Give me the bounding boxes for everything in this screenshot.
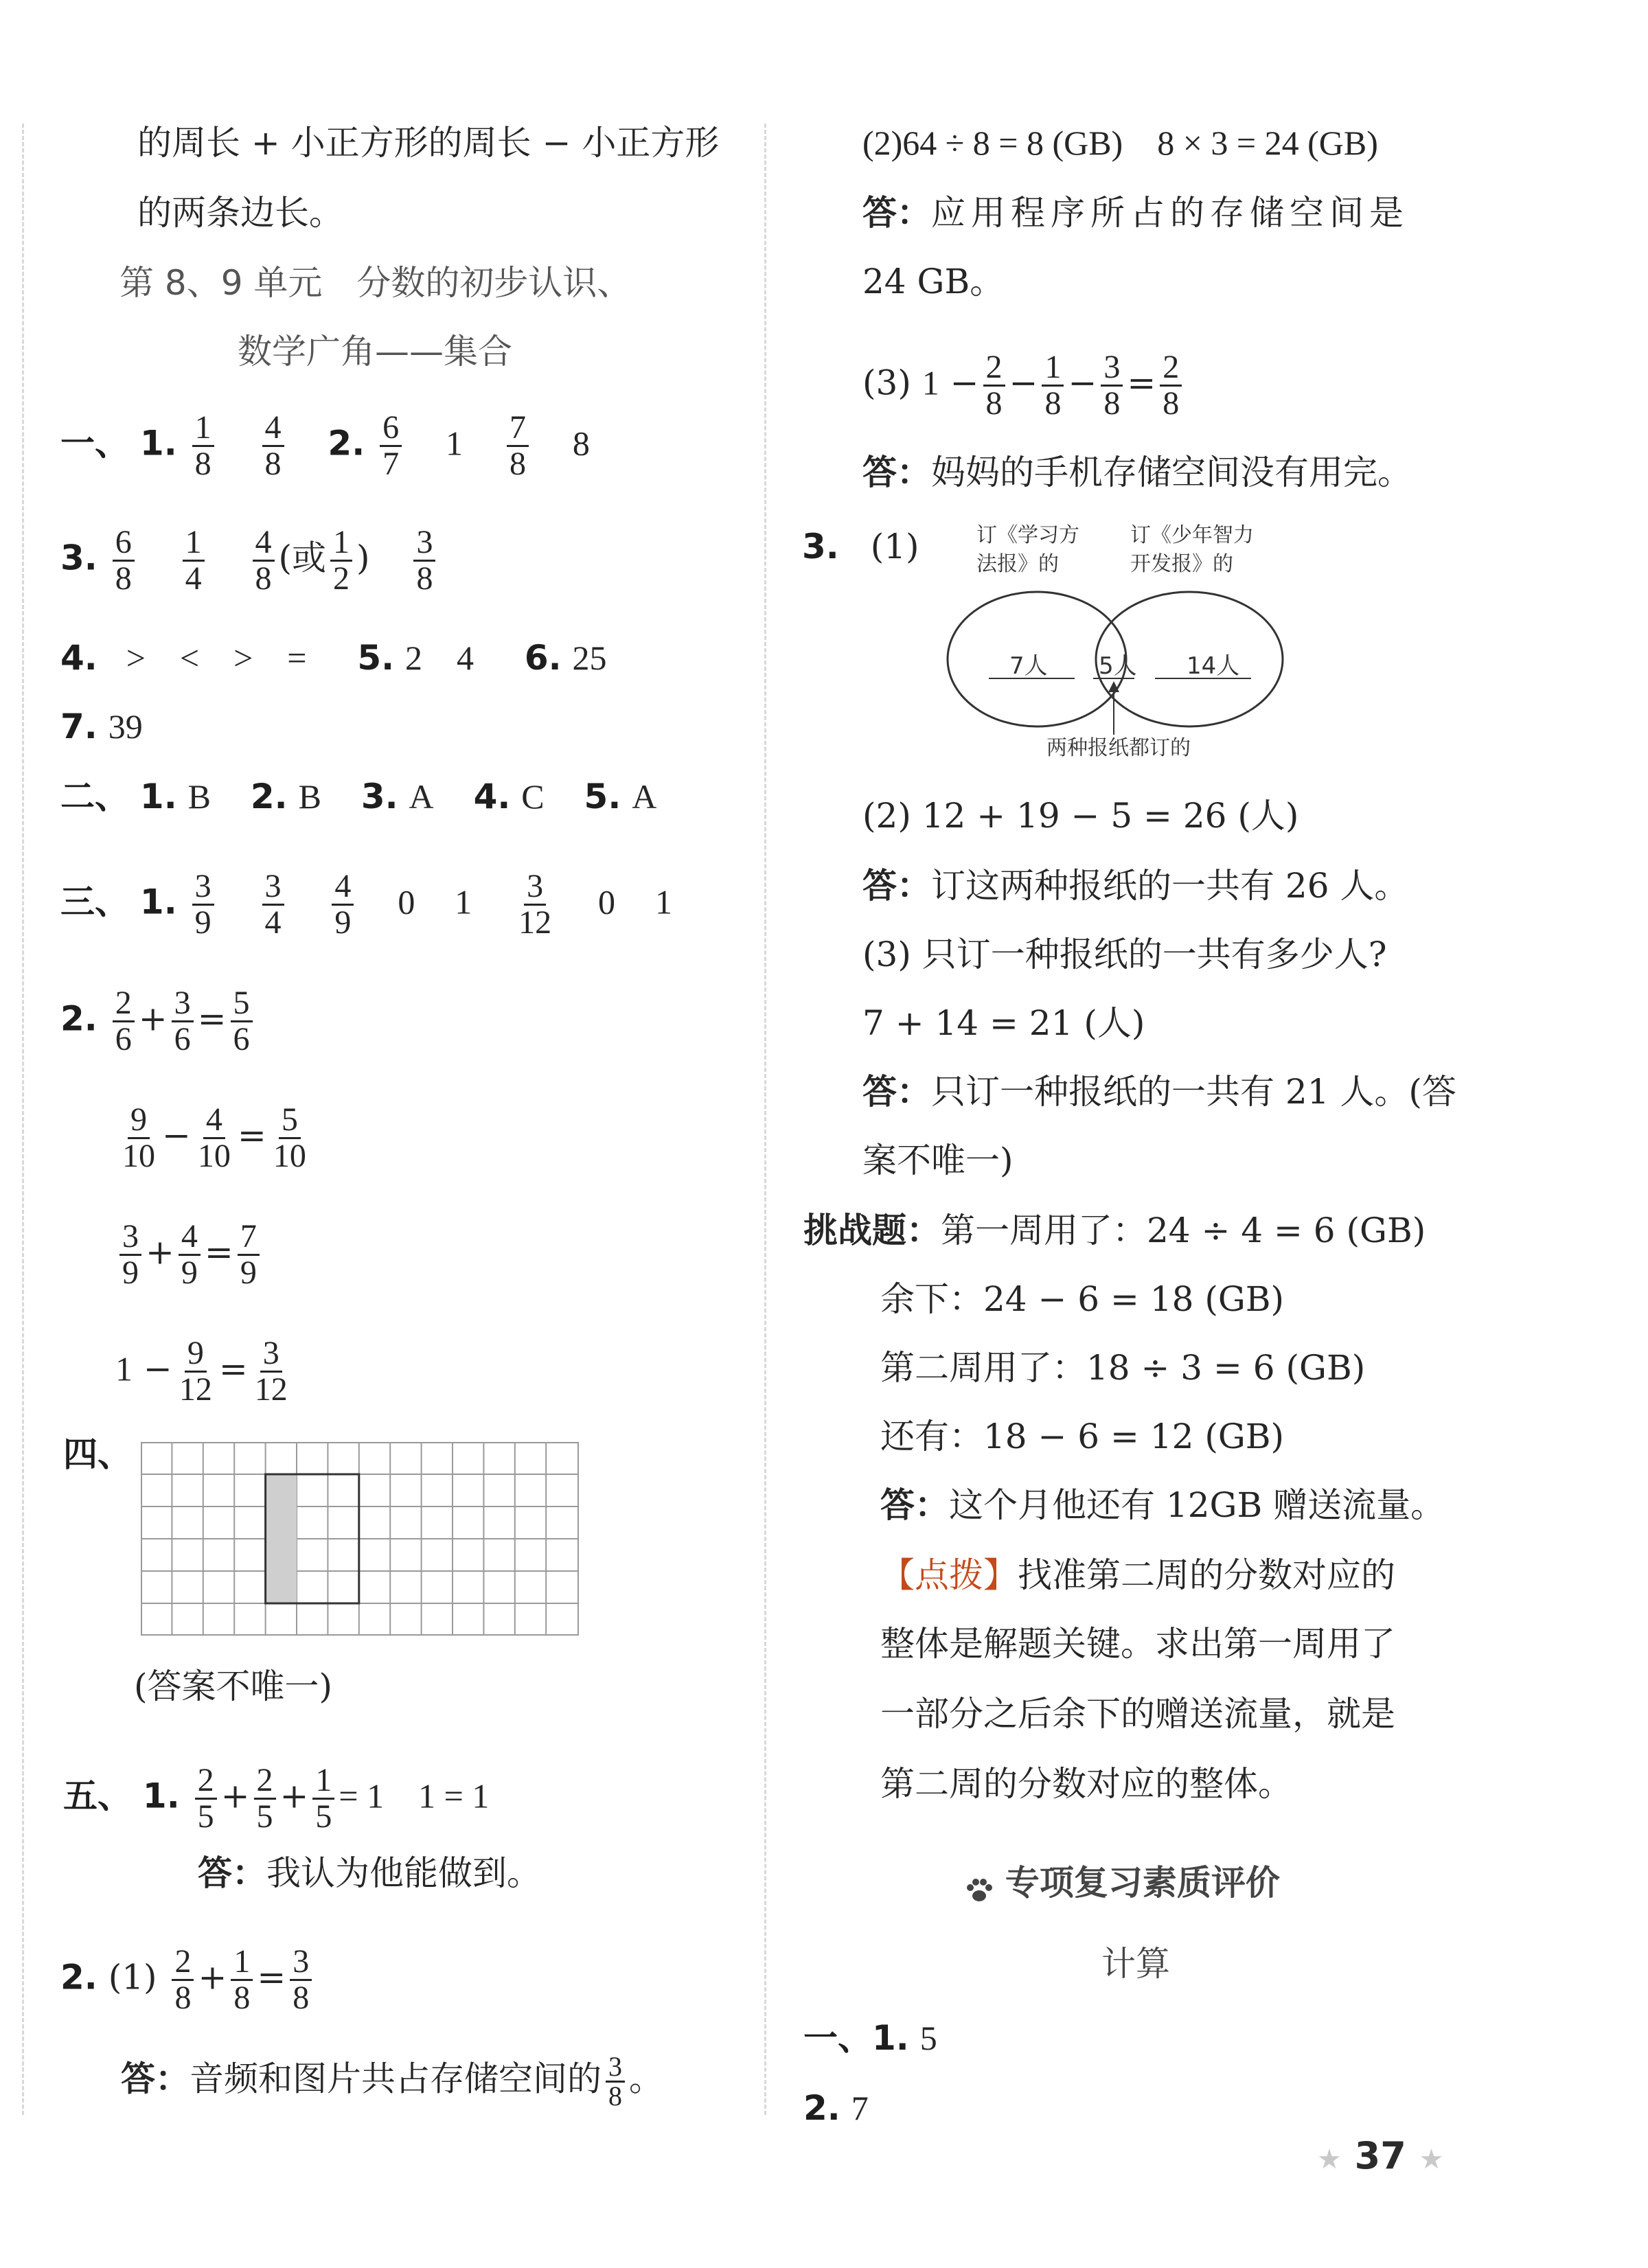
section-3-label: 三、 — [60, 882, 129, 922]
answer-value: 2 4 — [405, 639, 474, 677]
op-plus: + — [198, 1957, 227, 1997]
comparison-symbols: > < > = — [126, 639, 307, 677]
q-number: 2. — [60, 1957, 98, 1997]
fraction: $\frac{3}{4}$ — [262, 869, 284, 940]
op-equals: = — [204, 1232, 233, 1272]
fraction: $\frac{4}{9}$ — [332, 869, 354, 940]
section-1-row-4 — [60, 637, 607, 678]
fraction: $\frac{4}{8}$ — [262, 411, 284, 481]
q-number: 6. — [524, 638, 562, 678]
right-line-7 — [862, 865, 1408, 906]
unit-title-line-1: 第 8、9 单元 分数的初步认识、 — [119, 263, 632, 303]
fraction: $\frac{6}{7}$ — [380, 411, 402, 481]
answer-text: 我认为他能做到。 — [266, 1853, 541, 1893]
unit-title-line-2: 数学广角——集合 — [238, 332, 512, 371]
fraction: $\frac{3}{12}$ — [254, 1335, 288, 1408]
section-label: 一、 — [803, 2018, 872, 2058]
fraction: $\frac{1}{5}$ — [312, 1763, 334, 1834]
fraction: $\frac{3}{12}$ — [518, 868, 552, 941]
answer-text: 妈妈的手机存储空间没有用完。 — [931, 453, 1412, 492]
sub-question: (3) — [862, 363, 911, 403]
fraction: $\frac{9}{10}$ — [122, 1101, 155, 1174]
fraction: $\frac{3}{8}$ — [1101, 350, 1123, 421]
fraction: $\frac{2}{5}$ — [195, 1763, 217, 1834]
section-5-answer-1 — [198, 1853, 541, 1894]
right-line-10 — [862, 1071, 1456, 1112]
answer-label: 答： — [862, 1072, 931, 1112]
q-number: 3. — [360, 777, 398, 816]
challenge-line-1 — [803, 1210, 1426, 1251]
section-5-answer-2 — [121, 2053, 663, 2110]
or-close: ) — [356, 538, 370, 578]
q-number: 1. — [139, 777, 177, 816]
fraction: $\frac{5}{10}$ — [273, 1101, 306, 1174]
or-open: (或 — [278, 538, 327, 578]
calc-row-1 — [803, 2017, 937, 2059]
op-minus: − — [143, 1349, 172, 1389]
section-4-label: 四、 — [63, 1434, 132, 1474]
q-number: 7. — [60, 707, 98, 746]
q3-heading — [802, 526, 919, 567]
venn-right-title-1: 订《少年智力 — [1130, 523, 1254, 547]
venn-bottom-caption: 两种报纸都订的 — [1046, 736, 1191, 760]
section-5-row-1 — [63, 1763, 489, 1834]
section-2-row — [60, 776, 656, 817]
answer-label: 答： — [862, 193, 931, 233]
tip-label: 【点拨】 — [880, 1555, 1018, 1595]
q-number: 1. — [139, 423, 177, 463]
answer-text: 只订一种报纸的一共有 21 人。(答 — [931, 1072, 1456, 1112]
answer-text: 这个月他还有 12GB 赠送流量。 — [949, 1485, 1445, 1525]
q-number: 2. — [60, 998, 98, 1039]
fraction: $\frac{3}{8}$ — [290, 1945, 312, 2015]
right-line-3: 24 GB。 — [862, 262, 1005, 301]
fraction: $\frac{1}{8}$ — [231, 1945, 253, 2015]
fraction: $\frac{2}{5}$ — [254, 1763, 276, 1834]
q-number: 1. — [872, 2018, 909, 2058]
op-plus: + — [146, 1232, 174, 1272]
sub-question: (1) — [870, 527, 919, 566]
fraction: $\frac{2}{8}$ — [983, 350, 1005, 421]
op-minus: − — [1009, 363, 1038, 403]
q-number: 1. — [139, 882, 177, 922]
fraction: $\frac{2}{8}$ — [1160, 350, 1182, 421]
section-3-eq-3 — [115, 1219, 264, 1290]
venn-left-value: 7人 — [1009, 652, 1048, 680]
op-equals: = — [197, 998, 227, 1039]
challenge-label: 挑战题： — [803, 1211, 941, 1250]
answer-value: C — [521, 777, 545, 816]
left-margin-rule — [22, 124, 24, 2115]
answer-value: A — [632, 777, 657, 816]
fraction: $\frac{1}{4}$ — [183, 525, 205, 596]
q-number: 3. — [802, 527, 839, 566]
op-minus: − — [1068, 363, 1097, 403]
right-line-6: (2) 12 + 19 − 5 = 26 (人) — [862, 796, 1299, 836]
section-3-row-1 — [60, 869, 672, 940]
answer-text: 音频和图片共占存储空间的 — [190, 2059, 602, 2099]
answer-label: 答： — [862, 866, 931, 906]
sub-question: (1) — [108, 1957, 157, 1997]
fraction: $\frac{7}{8}$ — [507, 411, 529, 481]
fraction: $\frac{3}{8}$ — [606, 2053, 625, 2110]
section-2-label: 二、 — [60, 777, 129, 816]
op-minus: − — [162, 1115, 191, 1156]
section-3-eq-2 — [115, 1103, 313, 1173]
q-number: 1. — [142, 1776, 180, 1816]
fraction: $\frac{7}{9}$ — [238, 1219, 260, 1290]
section-4-note: (答案不唯一) — [134, 1666, 333, 1706]
challenge-text: 第一周用了：24 ÷ 4 = 6 (GB) — [941, 1211, 1426, 1250]
continuation-line-1: 的周长 + 小正方形的周长 − 小正方形 — [137, 123, 720, 163]
answer-value: 8 — [572, 424, 590, 463]
shaded-part — [266, 1474, 297, 1603]
calc-title: 计算 — [1101, 1944, 1170, 1984]
right-line-9: 7 + 14 = 21 (人) — [862, 1003, 1145, 1043]
number-one: 1 — [115, 1349, 133, 1388]
answer-value: 1 — [446, 424, 464, 463]
right-line-2 — [862, 192, 1409, 233]
venn-right-title-2: 开发报》的 — [1130, 552, 1233, 576]
fraction: $\frac{2}{6}$ — [113, 986, 135, 1057]
fraction: $\frac{3}{6}$ — [172, 986, 194, 1057]
section-1-row-7 — [60, 706, 143, 747]
q-number: 4. — [473, 777, 511, 816]
answer-label: 答： — [121, 2059, 190, 2099]
section-1-label: 一、 — [60, 423, 129, 463]
q-number: 2. — [803, 2088, 840, 2128]
op-plus: + — [138, 998, 168, 1039]
section-1-row-1 — [60, 411, 590, 481]
answer-text: 应用程序所占的存储空间是 — [931, 193, 1409, 233]
right-line-4 — [862, 350, 1186, 421]
op-equals: = — [218, 1349, 248, 1389]
op-plus: + — [220, 1776, 250, 1816]
column-divider — [764, 124, 766, 2115]
fraction: $\frac{1}{8}$ — [1042, 350, 1064, 421]
tip-line-3: 一部分之后余下的赠送流量，就是 — [880, 1694, 1395, 1734]
right-line-11: 案不唯一) — [862, 1141, 1014, 1180]
tip-line-1 — [880, 1555, 1395, 1596]
fraction: $\frac{4}{10}$ — [197, 1101, 231, 1174]
answer-value: 1 — [455, 882, 472, 921]
venn-left-title-1: 订《学习方 — [976, 523, 1079, 547]
q-number: 3. — [60, 538, 98, 578]
answer-value: B — [298, 777, 321, 816]
answer-label: 答： — [862, 453, 931, 492]
op-equals: = — [257, 1957, 286, 1997]
challenge-line-3: 第二周用了：18 ÷ 3 = 6 (GB) — [880, 1348, 1366, 1388]
fraction: $\frac{9}{12}$ — [179, 1335, 212, 1408]
continuation-line-2: 的两条边长。 — [137, 193, 343, 233]
section-5-label: 五、 — [63, 1776, 132, 1816]
answer-label: 答： — [880, 1485, 949, 1525]
venn-left-title-2: 法报》的 — [976, 552, 1059, 576]
star-icon: ★ — [1317, 2144, 1342, 2175]
shading-grid — [141, 1442, 579, 1636]
equation-tail: = 1 1 = 1 — [339, 1776, 490, 1815]
tip-line-4: 第二周的分数对应的整体。 — [880, 1764, 1292, 1804]
answer-value: 5 — [919, 2019, 937, 2057]
answer-text: 订这两种报纸的一共有 26 人。 — [931, 866, 1409, 906]
tip-text: 找准第二周的分数对应的 — [1018, 1555, 1395, 1595]
answer-value: 0 — [598, 882, 616, 921]
section-1-row-3 — [60, 525, 439, 596]
fraction: $\frac{1}{2}$ — [330, 525, 352, 596]
review-heading — [964, 1862, 1280, 1903]
page-number: ★ 37 ★ — [1317, 2134, 1444, 2177]
paw-icon — [964, 1872, 994, 1899]
right-line-5 — [862, 452, 1412, 493]
answer-value: 0 — [398, 882, 415, 921]
q-number: 2. — [328, 423, 365, 463]
fraction: $\frac{3}{9}$ — [119, 1219, 141, 1290]
answer-end: 。 — [629, 2059, 663, 2099]
section-3-eq-4 — [115, 1336, 295, 1407]
q-number: 5. — [357, 638, 395, 678]
op-equals: = — [237, 1115, 266, 1156]
answer-value: A — [409, 777, 434, 816]
section-3-eq-1 — [60, 986, 257, 1057]
fraction: $\frac{4}{9}$ — [179, 1219, 201, 1290]
section-5-row-2 — [60, 1945, 316, 2015]
q-number: 2. — [250, 777, 288, 816]
review-title: 专项复习素质评价 — [1005, 1863, 1280, 1903]
op-equals: = — [1127, 363, 1156, 403]
calc-row-2 — [803, 2087, 869, 2129]
fraction: $\frac{6}{8}$ — [113, 525, 135, 596]
tip-line-2: 整体是解题关键。求出第一周用了 — [880, 1624, 1395, 1664]
challenge-line-4: 还有：18 − 6 = 12 (GB) — [880, 1417, 1285, 1456]
answer-value: B — [187, 777, 211, 816]
fraction: $\frac{3}{8}$ — [413, 525, 435, 596]
answer-label: 答： — [198, 1853, 266, 1893]
answer-value: 39 — [108, 707, 143, 746]
right-line-8: (3) 只订一种报纸的一共有多少人? — [862, 935, 1387, 974]
right-line-1: (2)64 ÷ 8 = 8 (GB) 8 × 3 = 24 (GB) — [862, 124, 1378, 162]
answer-value: 7 — [851, 2089, 869, 2127]
number-one: 1 — [922, 363, 939, 402]
answer-value: 25 — [572, 639, 607, 677]
challenge-line-5 — [880, 1485, 1445, 1526]
q-number: 4. — [60, 638, 98, 678]
venn-middle-value: 5人 — [1099, 652, 1137, 680]
fraction: $\frac{5}{6}$ — [231, 986, 253, 1057]
fraction: $\frac{4}{8}$ — [253, 525, 275, 596]
fraction: $\frac{3}{9}$ — [192, 869, 214, 940]
op-plus: + — [279, 1776, 309, 1816]
star-icon: ★ — [1419, 2144, 1444, 2175]
answer-value: 1 — [654, 882, 672, 921]
fraction: $\frac{2}{8}$ — [172, 1945, 194, 2015]
venn-right-value: 14人 — [1187, 652, 1240, 680]
op-minus: − — [950, 363, 979, 403]
q-number: 5. — [584, 777, 621, 816]
challenge-line-2: 余下：24 − 6 = 18 (GB) — [880, 1279, 1285, 1319]
fraction: $\frac{1}{8}$ — [192, 411, 214, 481]
